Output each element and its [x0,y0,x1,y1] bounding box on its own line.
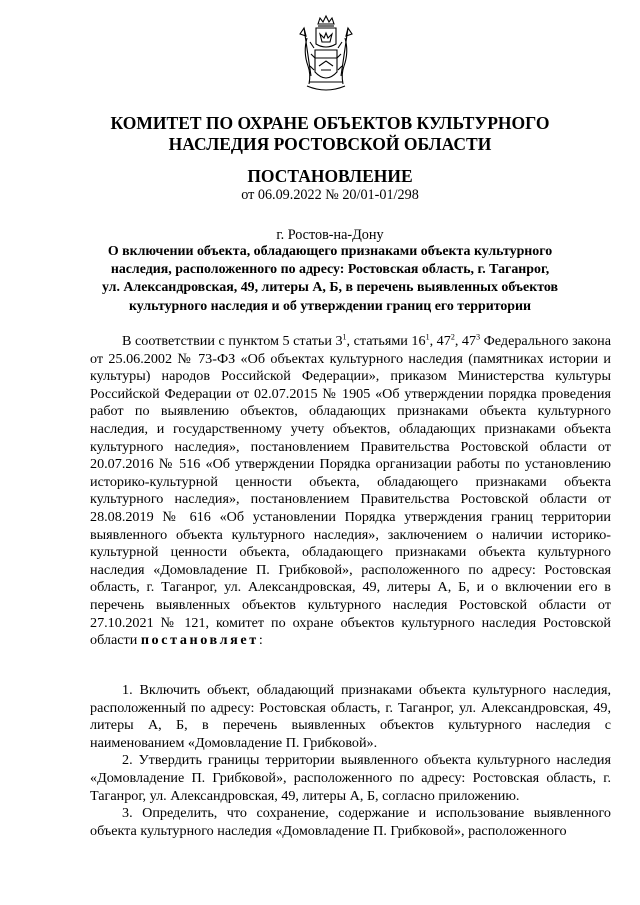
superscript-4: 3 [476,332,481,342]
resolution-item-1: 1. Включить объект, обладающий признаками объекта культурного наследия, расположенный по адресу: Ростовская область, г. Таганрог, ул. Александровская, 49, литеры А, Б, в перечень выявленных объектов культурного наследия с наименованием «Домовладение П. Грибковой». [90,682,611,751]
coat-of-arms-emblem-icon [299,14,353,94]
resolution-items [90,682,611,840]
resolution-item-2: 2. Утвердить границы территории выявленного объекта культурного наследия «Домовладение П. Грибковой», расположенного по адресу: Ростовская область, г. Таганрог, ул. Александровская, 49, литеры А, Б, согласно приложению. [90,752,611,804]
organization-name [60,113,600,155]
resolution-item-3: 3. Определить, что сохранение, содержание и использование выявленного объекта культурного наследия «Домовладение П. Грибковой», расположенного [90,805,611,839]
superscript-2: 1 [425,332,430,342]
resolves-word: постановляет [140,632,259,649]
preamble-part-5: Федерального закона от 25.06.2002 № 73-ФЗ «Об объектах культурного наследия (памятниках истории и культуры) народов Российской Федерации», приказом Министерства культуры Российской Федерации от 02.07.2015 № 1905 «Об утверждении порядка проведения работ по выявлению объектов, обладающих признаками объекта культурного наследия, и государственному учету объектов, обладающих признаками объекта культурного наследия», постановлением Правительства Ростовской области от 20.07.2016 № 516 «Об утверждении Порядка организации работы по установлению историко-культурной ценности объекта, обладающего признаками объекта культурного наследия», постановлением Правительства Ростовской области от 28.08.2019 № 616 «Об установлении Порядка утверждения границ территории выявленного объекта культурного наследия», заключением о наличии историко-культурной ценности объекта, обладающего признаками объекта культурного наследия «Домовладение П. Грибковой», расположенного по адресу: Ростовская область, г. Таганрог, ул. Александровская, 49, литеры А, Б, и о включении его в перечень выявленных объектов культурного наследия Ростовской области от 27.10.2021 № 121, комитет по охране объектов культурного наследия Ростовской области [90,333,611,649]
title-line-2: наследия, расположенного по адресу: Ростовская область, г. Таганрог, [110,262,550,278]
document-type: ПОСТАНОВЛЕНИЕ [247,166,413,186]
document-title [60,243,600,316]
preamble-part-2: , статьями 16 [346,333,426,349]
title-line-1: О включении объекта, обладающего признаками объекта культурного [107,244,553,259]
preamble-part-3: , 47 [429,333,451,349]
preamble-part-1: В соответствии с пунктом 5 статьи 3 [122,333,343,349]
title-line-4: культурного наследия и об утверждении границ его территории [128,298,532,314]
superscript-3: 2 [450,332,455,342]
resolves-colon: : [258,632,263,649]
org-line-2: НАСЛЕДИЯ РОСТОВСКОЙ ОБЛАСТИ [168,134,492,154]
superscript-1: 1 [342,332,347,342]
org-line-1: КОМИТЕТ ПО ОХРАНЕ ОБЪЕКТОВ КУЛЬТУРНОГО [110,113,550,133]
preamble-paragraph [90,333,611,650]
document-date-number: от 06.09.2022 № 20/01-01/298 [241,187,419,203]
preamble-part-4: , 47 [454,333,477,349]
title-line-3: ул. Александровская, 49, литеры А, Б, в перечень выявленных объектов [102,280,558,296]
document-city: г. Ростов-на-Дону [276,227,384,243]
